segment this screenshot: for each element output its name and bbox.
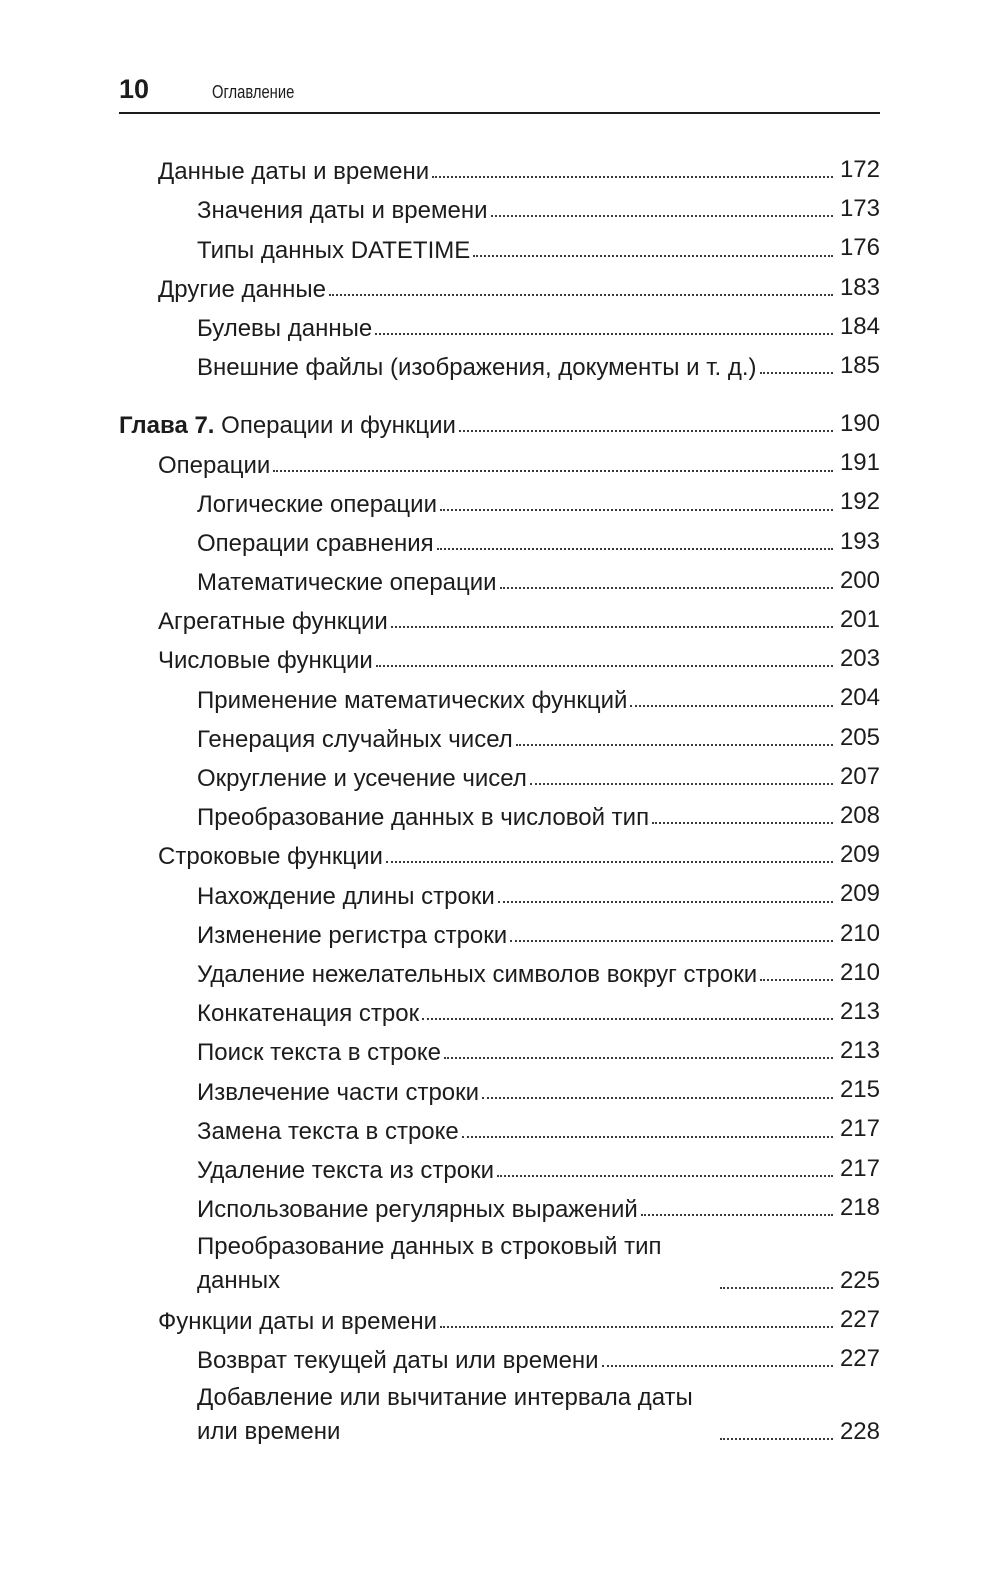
toc-chapter-entry[interactable] [119, 404, 880, 443]
dot-leader [432, 175, 833, 178]
toc-entry-title-group [197, 488, 437, 522]
toc-entry[interactable] [119, 914, 880, 953]
dot-leader [602, 1364, 833, 1367]
toc-entry-title-group [197, 1115, 459, 1149]
toc-entry-title-group [197, 194, 488, 228]
toc-entry-title-group [158, 155, 429, 189]
dot-leader [473, 254, 833, 257]
toc-entry[interactable] [119, 150, 880, 189]
toc-entry-title-group [197, 1036, 441, 1070]
toc-entry[interactable] [119, 1188, 880, 1227]
toc-page-number: 227 [839, 1306, 880, 1334]
toc-entry[interactable] [119, 189, 880, 228]
toc-page-number: 184 [839, 312, 880, 340]
toc-entry-title: Добавление или вычитание интервала даты или времени [197, 1384, 693, 1446]
toc-page-number: 209 [839, 880, 880, 908]
toc-page-number: 191 [839, 449, 880, 477]
toc-entry-title: Агрегатные функции [158, 608, 388, 636]
running-title: Оглавление [212, 82, 295, 102]
dot-leader [440, 1325, 833, 1328]
toc-entry[interactable] [119, 953, 880, 992]
toc-page-number: 217 [839, 1115, 880, 1143]
toc-entry-title: Преобразование данных в числовой тип [197, 804, 650, 832]
toc-entry[interactable] [119, 1339, 880, 1378]
dot-leader [760, 978, 833, 981]
toc-entry-title: Генерация случайных чисел [197, 725, 513, 753]
toc-page-number: 217 [839, 1154, 880, 1182]
toc-page-number: 205 [839, 723, 880, 751]
dot-leader [391, 625, 833, 628]
toc-entry-title-group [197, 1344, 599, 1378]
toc-page-number: 204 [839, 684, 880, 712]
dot-leader [437, 547, 833, 550]
dot-leader [440, 508, 833, 511]
toc-entry-title: Логические операции [197, 490, 437, 518]
toc-entry-title-group [119, 409, 456, 443]
dot-leader [641, 1213, 833, 1216]
toc-entry-title-group [158, 1305, 437, 1339]
toc-page-number: 210 [839, 958, 880, 986]
toc-page-number: 200 [839, 566, 880, 594]
toc-entry[interactable] [119, 228, 880, 267]
toc-entry-title-group [197, 566, 497, 600]
toc-entry[interactable] [119, 678, 880, 717]
toc-entry-title-group [197, 958, 757, 992]
toc-entry[interactable] [119, 1378, 880, 1451]
toc-entry[interactable] [119, 1110, 880, 1149]
toc-entry[interactable] [119, 1070, 880, 1109]
toc-entry-title-group [197, 527, 434, 561]
toc-entry[interactable] [119, 1300, 880, 1339]
toc-entry-title: Удаление нежелательных символов вокруг строки [197, 960, 758, 988]
toc-entry-title-group [197, 684, 627, 718]
toc-entry[interactable] [119, 443, 880, 482]
toc-entry[interactable] [119, 639, 880, 678]
toc-entry-title: Операции сравнения [197, 529, 434, 557]
dot-leader [376, 664, 833, 667]
toc-page-number: 193 [839, 527, 880, 555]
toc-entry-title-group [197, 312, 372, 346]
toc-page-number: 208 [839, 801, 880, 829]
toc-page-number: 201 [839, 606, 880, 634]
toc-entry-title: Округление и усечение чисел [197, 765, 527, 792]
toc-entry[interactable] [119, 1227, 880, 1300]
toc-entry-title-group [197, 919, 507, 953]
toc-entry-title-group [197, 1076, 479, 1110]
toc-entry-title: Конкатенация строк [197, 1000, 420, 1028]
dot-leader [329, 293, 833, 296]
toc-page-number: 207 [839, 762, 880, 790]
toc-entry-title-group [158, 644, 373, 678]
toc-entry-title: Булевы данные [197, 314, 373, 342]
toc-entry-title: Операции [158, 451, 271, 479]
toc-entry-title-group [197, 351, 757, 385]
toc-entry-title: Нахождение длины строки [197, 882, 495, 910]
dot-leader [273, 469, 833, 472]
toc-entry-title: Извлечение части строки [197, 1078, 480, 1106]
toc-page-number: 215 [839, 1076, 880, 1104]
toc-entry-title-group [197, 1230, 717, 1300]
toc-entry-title-group [197, 1193, 638, 1227]
toc-entry-title-group [158, 273, 326, 307]
chapter-label: Глава 7. [119, 412, 215, 440]
toc-entry[interactable] [119, 992, 880, 1031]
toc-entry[interactable] [119, 874, 880, 913]
toc-entry-title-group [197, 880, 495, 914]
page-number: 10 [119, 74, 150, 104]
table-of-contents [119, 150, 880, 1451]
toc-entry[interactable] [119, 796, 880, 835]
toc-page-number: 228 [839, 1418, 880, 1446]
toc-entry-title: Функции даты и времени [158, 1308, 437, 1336]
dot-leader [760, 371, 833, 374]
toc-entry[interactable] [119, 718, 880, 757]
toc-entry[interactable] [119, 268, 880, 307]
toc-page-number: 176 [839, 234, 880, 262]
dot-leader [720, 1437, 833, 1440]
dot-leader [530, 782, 833, 785]
toc-entry-title: Данные даты и времени [158, 158, 430, 186]
dot-leader [462, 1135, 833, 1138]
toc-page-number: 172 [839, 155, 880, 183]
dot-leader [500, 586, 833, 589]
toc-entry-title-group [158, 840, 383, 874]
toc-entry[interactable] [119, 1149, 880, 1188]
toc-page-number: 183 [839, 273, 880, 301]
toc-entry[interactable] [119, 600, 880, 639]
toc-entry[interactable] [119, 483, 880, 522]
toc-entry-title: Удаление текста из строки [197, 1156, 494, 1184]
toc-page-number: 185 [839, 351, 880, 379]
dot-leader [459, 429, 833, 432]
toc-entry[interactable] [119, 835, 880, 874]
toc-entry[interactable] [119, 561, 880, 600]
toc-page-number: 190 [839, 410, 880, 438]
toc-entry-title-group [197, 723, 513, 757]
toc-page-number: 173 [839, 195, 880, 223]
toc-entry-title-group [197, 997, 419, 1031]
toc-page-number: 225 [839, 1266, 880, 1294]
toc-entry[interactable] [119, 1031, 880, 1070]
dot-leader [386, 860, 833, 863]
toc-entry-title-group [158, 449, 270, 483]
toc-entry-title: Математические операции [197, 569, 497, 597]
toc-page-number: 210 [839, 919, 880, 947]
toc-entry-title: Числовые функции [158, 647, 373, 675]
toc-entry-title: Возврат текущей даты или времени [197, 1347, 599, 1375]
toc-entry-title-group [158, 605, 388, 639]
toc-entry-title-group [197, 234, 470, 268]
toc-entry-title: Внешние файлы (изображения, документы и т. д.) [197, 354, 757, 382]
toc-entry-title-group [197, 801, 649, 835]
toc-entry-title: Изменение регистра строки [197, 921, 508, 949]
toc-entry-title: Типы данных DATETIME [197, 236, 471, 264]
toc-entry[interactable] [119, 522, 880, 561]
toc-entry-title-group [197, 1154, 494, 1188]
toc-entry[interactable] [119, 346, 880, 385]
toc-entry-title: Поиск текста в строке [197, 1039, 441, 1067]
toc-entry-title-group [197, 1381, 717, 1451]
toc-entry-title: Использование регулярных выражений [197, 1196, 638, 1224]
toc-entry-title: Строковые функции [158, 843, 383, 871]
toc-entry[interactable] [119, 307, 880, 346]
toc-entry-title: Преобразование данных в строковый тип данных [197, 1233, 662, 1295]
toc-page-number: 209 [839, 841, 880, 869]
dot-leader [482, 1096, 833, 1099]
dot-leader [510, 939, 833, 942]
toc-entry[interactable] [119, 757, 880, 796]
dot-leader [422, 1017, 833, 1020]
toc-page-number: 192 [839, 488, 880, 516]
toc-entry-title: Значения даты и времени [197, 197, 488, 225]
toc-page-number: 218 [839, 1193, 880, 1221]
page-header [119, 70, 880, 114]
dot-leader [720, 1286, 833, 1289]
dot-leader [497, 1174, 833, 1177]
toc-entry-title: Замена текста в строке [197, 1117, 459, 1145]
toc-page-number: 213 [839, 997, 880, 1025]
dot-leader [652, 821, 833, 824]
dot-leader [375, 332, 833, 335]
toc-entry-title: Применение математических функций [197, 686, 628, 714]
dot-leader [516, 743, 833, 746]
toc-entry-title: Другие данные [158, 275, 326, 303]
toc-entry-title-group [197, 762, 527, 796]
toc-page-number: 227 [839, 1345, 880, 1373]
dot-leader [444, 1056, 833, 1059]
dot-leader [630, 704, 833, 707]
dot-leader [498, 900, 833, 903]
toc-page-number: 203 [839, 645, 880, 673]
toc-page-number: 213 [839, 1037, 880, 1065]
dot-leader [491, 214, 833, 217]
toc-entry-title: Операции и функции [221, 412, 456, 440]
